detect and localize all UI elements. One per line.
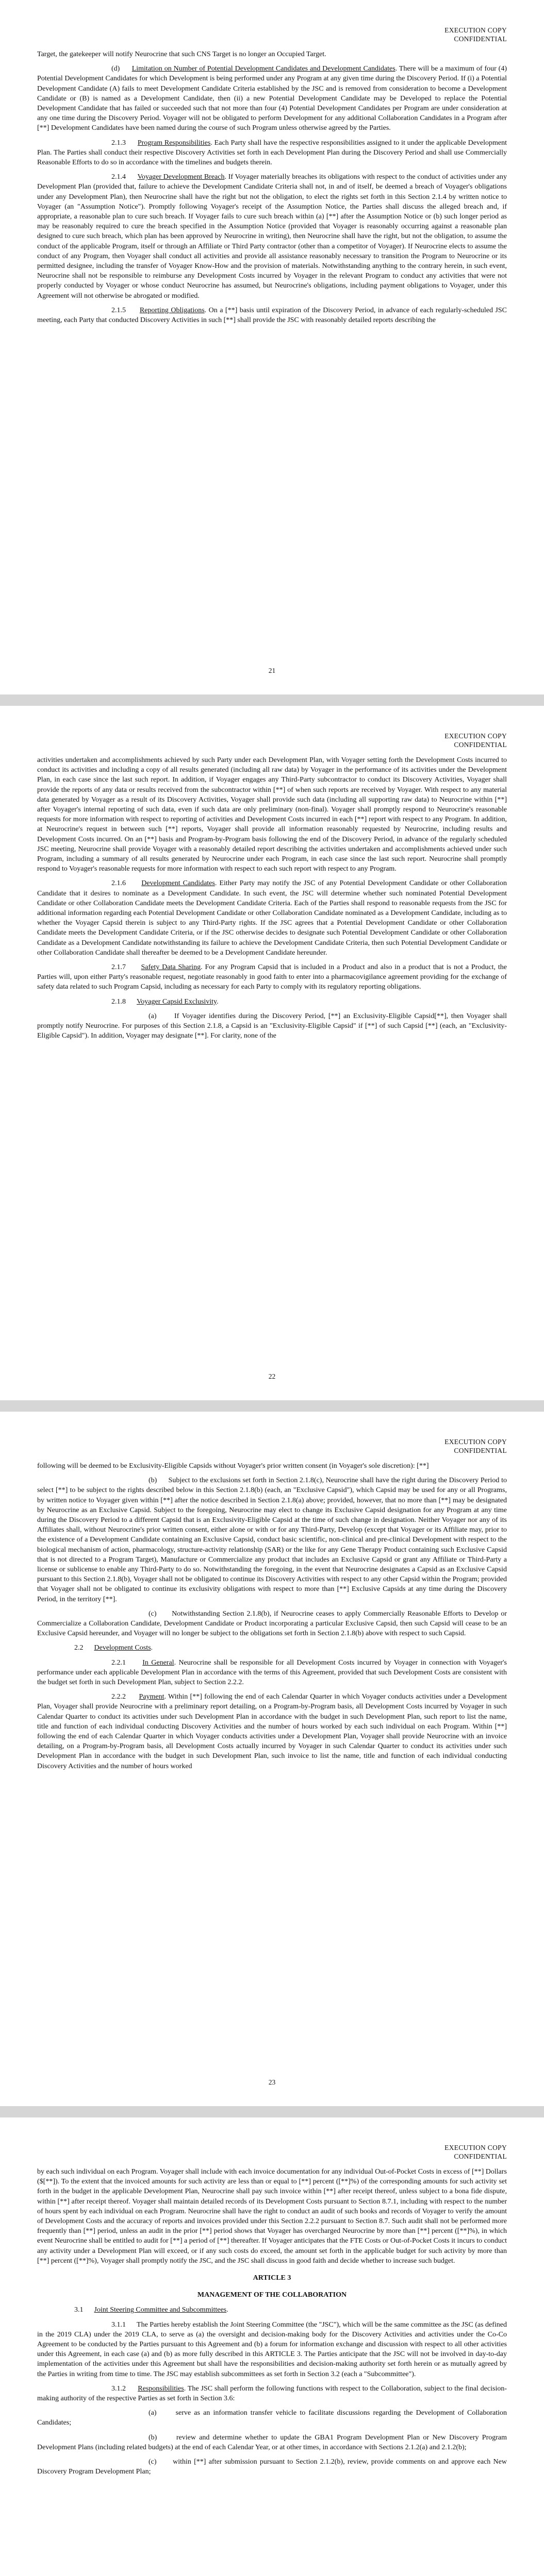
paragraph bbox=[37, 138, 507, 168]
section-number: 2.2 bbox=[74, 1644, 84, 1652]
section-heading: Voyager Capsid Exclusivity bbox=[137, 997, 217, 1006]
section-heading: Voyager Development Breach bbox=[137, 173, 225, 181]
paragraph-text: Notwithstanding Section 2.1.8(b), if Neurocrine ceases to apply Commercially Reasonable Efforts to Develop or Commercialize a Collaboration Candidate, Development Candidate or Product incorporating a particular Exclusive Capsid, then such Capsid will cease to be an Exclusive Capsid hereunder, and Voyager will no longer be subject to the obligations set forth in Section 2.1.8(b) above with respect to such Capsid. bbox=[37, 1609, 507, 1638]
page-body bbox=[37, 49, 507, 330]
document-page bbox=[0, 0, 544, 694]
paragraph bbox=[37, 878, 507, 958]
page-header bbox=[444, 1437, 507, 1455]
paragraph-text: . The JSC shall perform the following functions with respect to the Collaboration, subject to the final decision-making authority of the respective Parties as set forth in Section 3.6: bbox=[37, 2384, 507, 2403]
section-heading: Reporting Obligations bbox=[139, 306, 205, 314]
paragraph bbox=[37, 1609, 507, 1639]
header-confidential: CONFIDENTIAL bbox=[454, 35, 507, 43]
paragraph bbox=[37, 2408, 507, 2428]
paragraph-text: review and determine whether to update the GBA1 Program Development Plan or New Discovery Program Development Plans (including related budgets) at the end of each Calendar Year, or at other times, in accordance with Sections 2.1.2(a) and 2.1.2(b); bbox=[37, 2433, 507, 2451]
paragraph-text: The Parties hereby establish the Joint Steering Committee (the "JSC"), which will be the same committee as the JSC (as defined in the 2019 CLA) under the 2019 CLA, to serve as (a) the oversight and decision-making body for the Discovery Activities and activities under the Co-Co Agreement to be conducted by the Parties pursuant to this Agreement and (b) a forum for information exchange and discussion with respect to all other activities under this Agreement, in each case (a) and (b) as more fully described in this ARTICLE 3. The Parties anticipate that the JSC will not be involved in day-to-day implementation of the activities under this Agreement but shall have the responsibilities and decision-making authority set forth herein or as mutually agreed by the Parties in writing from time to time. The JSC may establish subcommittees as set forth in Section 3.2 (each a "Subcommittee"). bbox=[37, 2320, 507, 2378]
section-number: 2.1.5 bbox=[111, 306, 126, 314]
paragraph-text: following will be deemed to be Exclusivity-Eligible Capsids without Voyager's prior written consent (in Voyager's sole discretion): [**] bbox=[37, 1462, 429, 1470]
page-header bbox=[444, 2143, 507, 2161]
paragraph-text: MANAGEMENT OF THE COLLABORATION bbox=[197, 2291, 347, 2299]
paragraph bbox=[37, 1643, 507, 1653]
section-heading: Joint Steering Committee and Subcommittees bbox=[94, 2306, 227, 2314]
section-heading: Development Candidates bbox=[141, 879, 215, 888]
paragraph-text: . bbox=[151, 1644, 153, 1652]
section-number: 2.2.1 bbox=[111, 1658, 126, 1667]
paragraph bbox=[37, 2305, 507, 2315]
section-number: (b) bbox=[149, 1477, 157, 1485]
section-heading: Payment bbox=[139, 1693, 164, 1701]
header-execution-copy: EXECUTION COPY bbox=[444, 732, 507, 740]
section-number: 3.1.1 bbox=[111, 2320, 126, 2329]
paragraph bbox=[37, 2457, 507, 2477]
paragraph-text: Target, the gatekeeper will notify Neurocrine that such CNS Target is no longer an Occupied Target. bbox=[37, 50, 326, 58]
section-heading: Responsibilities bbox=[138, 2384, 184, 2393]
page-number: 22 bbox=[268, 1372, 276, 1380]
section-heading: Development Costs bbox=[94, 1644, 151, 1652]
paragraph-text: within [**] after submission pursuant to Section 2.1.2(b), review, provide comments on and approve each New Discovery Program Development Plan; bbox=[37, 2458, 507, 2476]
paragraph-text: . Either Party may notify the JSC of any Potential Development Candidate or other Collaboration Candidate that it desires to nominate as a Development Candidate. In such event, the JSC will determine whether such nominated Potential Development Candidate or other Collaboration Candidate meets the Development Candidate Criteria. Each of the Parties shall respond to reasonable requests from the JSC for additional information regarding each Potential Development Candidate or other Collaboration Candidate nominated as a Development Candidate, including as to whether the Voyager Capsid therein is subject to any Third-Party rights. If the JSC agrees that a Potential Development Candidate or other Collaboration Candidate meets the Development Candidate Criteria, or if the JSC otherwise decides to designate such Potential Development Candidate or other Collaboration Candidate as a Development Candidate notwithstanding its failure to achieve the Development Candidate Criteria, then such Potential Development Candidate or other Collaboration Candidate shall thereafter be deemed to be a Development Candidate hereunder. bbox=[37, 879, 507, 957]
paragraph-text: serve as an information transfer vehicle to facilitate discussions regarding the Development of Collaboration Candidates; bbox=[37, 2409, 507, 2427]
page-number: 23 bbox=[268, 2078, 276, 2086]
paragraph bbox=[37, 1461, 507, 1471]
section-number: (c) bbox=[149, 2458, 157, 2466]
paragraph-text: Subject to the exclusions set forth in Section 2.1.8(c), Neurocrine shall have the right during the Discovery Period to select [**] to be subject to the rights described below in this Section 2.1.8(b) (each, an "Exclusive Capsid"), which Capsid may be used for any or all Programs, by written notice to Voyager given within [**] after the notice described in Section 2.1.8(a) above; provided, however, that no more than [**] may be designated by Neurocrine as an Exclusive Capsid. Subject to the foregoing, Neurocrine may elect to change its Exclusive Capsid designation for any Program at any time during the Discovery Period to a different Capsid that is an Exclusivity-Eligible Capsid at the time of such change in designation. Neither Voyager nor any of its Affiliates shall, without Neurocrine's prior written consent, either alone or with or for any Third-Party, Develop (except that Voyager or its Affiliate may, prior to the existence of a Development Candidate containing an Exclusive Capsid, conduct basic scientific, non-clinical and pre-clinical Development with respect to the biological mechanism of action, pharmacology, structure-activity relationship (SAR) or the like for any Gene Therapy Product containing such Exclusive Capsid that is not directed to a Program Target), Manufacture or Commercialize any product that includes an Exclusive Capsid or grant any Affiliate or Third-Party a license or sublicense to enable any Third-Party to do so. Notwithstanding the foregoing, in the event that Neurocrine designates a Capsid as an Exclusive Capsid pursuant to this Section 2.1.8(b), Voyager shall not be obligated to continue its Discovery Activities with respect to any other Capsid within the Program; provided that Voyager shall not be obligated to continue its exclusivity obligations with respect to more than [**] Exclusive Capsids at any time during the Discovery Period, in the territory [**]. bbox=[37, 1477, 507, 1603]
paragraph bbox=[37, 172, 507, 301]
paragraph bbox=[37, 306, 507, 325]
section-number: 2.1.7 bbox=[111, 963, 126, 972]
section-heading: Limitation on Number of Potential Development Candidates and Development Candidates bbox=[131, 65, 395, 73]
section-number: (d) bbox=[111, 65, 120, 73]
paragraph bbox=[37, 1692, 507, 1771]
paragraph-text: activities undertaken and accomplishments achieved by such Party under each Development Plan, with Voyager setting forth the Development Costs incurred to conduct its activities and including a copy of all results generated (including all raw data) by Voyager in the performance of its activities under the Development Plan, in each case since the last such report. In addition, if Voyager engages any Third-Party subcontractor to conduct its Discovery Activities, Voyager shall provide the reports of any data or results received from the subcontractor within [**] of when such reports are received by Voyager. With respect to any material data generated by Voyager as a result of its Discovery Activities, Voyager shall provide such data (including all supporting raw data) to Neurocrine within [**] after Voyager's internal reporting of such data, even if such data are only preliminary (non-final). Voyager shall promptly respond to Neurocrine's reasonable requests for more information with respect to reporting of activities and Development Costs incurred in each [**] report with respect to any Program. In addition, at Neurocrine's request in between such [**] reports, Voyager shall provide all information reasonably requested by Neurocrine, including results and Development Costs incurred. On an [**] basis and Program-by-Program basis following the end of the Discovery Period, in advance of the regularly scheduled JSC meeting, Neurocrine shall provide Voyager with a reasonably detailed report describing the activities undertaken and accomplishments achieved under such Program, including a summary of all results generated by Neurocrine under each Program, in each case since the last such report. Neurocrine shall promptly respond to Voyager's reasonable requests for more information with respect to each such report with respect to any Program. bbox=[37, 756, 507, 873]
section-heading: Program Responsibilities bbox=[137, 139, 211, 147]
paragraph bbox=[37, 1658, 507, 1688]
paragraph bbox=[37, 2273, 507, 2283]
page-body bbox=[37, 755, 507, 1045]
section-number: 2.1.4 bbox=[111, 173, 126, 181]
paragraph-text: . bbox=[217, 997, 219, 1006]
section-heading: In General bbox=[142, 1658, 174, 1667]
paragraph-text: If Voyager identifies during the Discovery Period, [**] an Exclusivity-Eligible Capsid[**], then Voyager shall promptly notify Neurocrine. For purposes of this Section 2.1.8, a Capsid is an "Exclusivity-Eligible Capsid" if [**] of such Capsid [**] (each, an "Exclusivity-Eligible Capsid"). In addition, Voyager may designate [**]. For clarity, none of the bbox=[37, 1012, 507, 1040]
section-heading: Safety Data Sharing bbox=[141, 963, 201, 972]
document-page bbox=[0, 1412, 544, 2106]
header-execution-copy: EXECUTION COPY bbox=[444, 1438, 507, 1446]
paragraph-text: . On a [**] basis until expiration of the Discovery Period, in advance of each regularly-scheduled JSC meeting, each Party that conducted Discovery Activities in such [**] shall provide the JSC with reasonably detailed reports describing the bbox=[37, 306, 507, 325]
paragraph-text: . If Voyager materially breaches its obligations with respect to the conduct of activities under any Development Plan (provided that, failure to achieve the Development Candidate Criteria shall not, in and of itself, be deemed a breach of Voyager's obligations under any Development Plan), then Neurocrine shall have the right but not the obligation, to elect the rights set forth in this Section 2.1.4 by written notice to Voyager (an "Assumption Notice"). Promptly following Voyager's receipt of the Assumption Notice, the Parties shall discuss the alleged breach and, if appropriate, a reasonable plan to cure such breach. If Voyager fails to cure such breach within (a) [**] after the Assumption Notice or (b) such longer period as may be reasonably required to cure the breach specified in the Assumption Notice (provided that Voyager is reasonably occurring against a reasonable plan designed to cure such breach, which plan has been approved by Neurocrine in writing), then Neurocrine shall have the right, but not the obligation, to assume the conduct of the applicable Program, itself or through an Affiliate or Third Party contractor (other than a competitor of Voyager). If Neurocrine elects to assume the conduct of any Program, then Voyager shall conduct all activities and provide all assistance reasonably necessary to transition the Program to Neurocrine or its permitted designee, including the transfer of Voyager Know-How and the provision of materials. Notwithstanding anything to the contrary herein, in such event, Neurocrine shall not be responsible to reimburse any Development Costs incurred by Voyager in the relevant Program to conduct any activities that were not properly conducted by Voyager or whose conduct Neurocrine has assumed, but Neurocrine's obligations, including payment obligations to Voyager, under this Agreement will not otherwise be abrogated or modified. bbox=[37, 173, 507, 300]
paragraph bbox=[37, 755, 507, 874]
paragraph bbox=[37, 2320, 507, 2379]
header-execution-copy: EXECUTION COPY bbox=[444, 2144, 507, 2151]
document-page bbox=[0, 706, 544, 1400]
paragraph-text: . There will be a maximum of four (4) Potential Development Candidates for which Development is being performed under any Program at any given time during the Discovery Period. If (i) a Potential Development Candidate (A) fails to meet Development Candidate Criteria established by the JSC and is removed from consideration to become a Development Candidate or (B) is named as a Development Candidate, then (ii) a new Potential Development Candidate may be Developed to replace the Potential Development Candidate that has failed or succeeded such that not more than four (4) Potential Development Candidates per Program are under consideration at any one time during the Discovery Period. Voyager will not be obligated to perform Development for any additional Collaboration Candidates in a Program after [**] Development Candidates have been named during the course of such Program unless otherwise agreed by the Parties. bbox=[37, 65, 507, 132]
header-confidential: CONFIDENTIAL bbox=[454, 741, 507, 749]
paragraph bbox=[37, 2167, 507, 2266]
page-number: 21 bbox=[268, 667, 276, 674]
header-execution-copy: EXECUTION COPY bbox=[444, 26, 507, 34]
page-header bbox=[444, 26, 507, 43]
section-number: 2.1.6 bbox=[111, 879, 126, 888]
header-confidential: CONFIDENTIAL bbox=[454, 2153, 507, 2160]
paragraph bbox=[37, 2384, 507, 2403]
section-number: (b) bbox=[149, 2433, 157, 2442]
paragraph bbox=[37, 49, 507, 59]
paragraph-text: . Neurocrine shall be responsible for all Development Costs incurred by Voyager in connection with Voyager's performance under each applicable Development Plan in accordance with the terms of this Agreement, provided that such Development Costs are consistent with the budget set forth in such Development Plan, subject to Section 2.2.2. bbox=[37, 1658, 507, 1687]
section-number: 2.1.3 bbox=[111, 139, 126, 147]
paragraph-text: by each such individual on each Program. Voyager shall include with each invoice documentation for any individual Out-of-Pocket Costs in excess of [**] Dollars ($[**]). To the extent that the invoiced amounts for such activity are less than or equal to [**] percent ([**]%) of the corresponding amounts for such activity set forth in the budget in the applicable Development Plan, Neurocrine shall pay such invoice within [**] after receipt thereof, unless subject to a bona fide dispute, within [**] after receipt thereof. Voyager shall maintain detailed records of its Development Costs pursuant to Section 8.7.1, including with respect to the number of hours spent by each individual on each Program. Neurocrine shall have the right to conduct an audit of such books and records of Voyager to verify the amount of Development Costs and the accuracy of reports and invoices provided under this Section 2.2.2 pursuant to Section 8.7. Such audit shall not be performed more frequently than [**] period, unless an audit in the prior [**] period shows that Voyager has overcharged Neurocrine by more than [**] percent ([**]%), in which event Neurocrine shall be entitled to audit for [**] a period of [**] thereafter. If Voyager anticipates that the FTE Costs or Out-of-Pocket Costs it incurs to conduct any activity under a Development Plan will exceed, or if any such costs do exceed, the amount set forth in the applicable budget for such activity by more than [**] percent ([**]%), Voyager shall promptly notify the JSC, and the JSC shall discuss in good faith and decide whether to increase such budget. bbox=[37, 2168, 507, 2265]
paragraph bbox=[37, 962, 507, 992]
header-confidential: CONFIDENTIAL bbox=[454, 1447, 507, 1454]
section-number: 2.2.2 bbox=[111, 1693, 126, 1701]
document-page bbox=[0, 2117, 544, 2576]
section-number: (a) bbox=[149, 2409, 157, 2417]
page-header bbox=[444, 732, 507, 749]
page-body bbox=[37, 2167, 507, 2481]
paragraph bbox=[37, 1476, 507, 1604]
paragraph-text: ARTICLE 3 bbox=[253, 2274, 291, 2282]
paragraph bbox=[37, 997, 507, 1007]
section-number: (c) bbox=[149, 1609, 157, 1618]
paragraph bbox=[37, 2290, 507, 2300]
paragraph-text: . bbox=[226, 2306, 228, 2314]
paragraph bbox=[37, 2433, 507, 2452]
page-body bbox=[37, 1461, 507, 1776]
section-number: 2.1.8 bbox=[111, 997, 126, 1006]
paragraph bbox=[37, 64, 507, 133]
paragraph-text: . Within [**] following the end of each Calendar Quarter in which Voyager conducts activities under a Development Plan, Voyager shall provide Neurocrine with a preliminary report detailing, on a Program-by-Program basis, all Development Costs incurred by Voyager in such Calendar Quarter to conduct its activities under such Development Plan in accordance with the budget in such Development Plan, such report to list the name, title and function of each individual conducting Discovery Activities and the number of hours worked by each such individual on each Program. Within [**] following the end of each Calendar Quarter in which Voyager conducts activities under a Development Plan, Voyager shall provide Neurocrine with an invoice detailing, on a Program-by-Program basis, all Development Costs actually incurred by Voyager in such Calendar Quarter to conduct its activities under such Development Plan in accordance with the budget in such Development Plan, such invoice to list the name, title and function of each individual conducting Discovery Activities and the number of hours worked bbox=[37, 1693, 507, 1770]
paragraph-text: . For any Program Capsid that is included in a Product and also in a product that is not a Product, the Parties will, upon either Party's reasonable request, negotiate reasonably in good faith to enter into a pharmacovigilance agreement providing for the exchange of safety data related to such Program Capsid, including as necessary for each Party to comply with its regulatory reporting obligations. bbox=[37, 963, 507, 991]
section-number: (a) bbox=[149, 1012, 157, 1020]
section-number: 3.1.2 bbox=[111, 2384, 126, 2393]
paragraph-text: . Each Party shall have the respective responsibilities assigned to it under the applicable Development Plan. The Parties shall conduct their respective Discovery Activities set forth in each Development Plan during the Discovery Period and shall use Commercially Reasonable Efforts to do so in accordance with the timelines and budgets therein. bbox=[37, 139, 507, 167]
paragraph bbox=[37, 1011, 507, 1041]
section-number: 3.1 bbox=[74, 2306, 84, 2314]
